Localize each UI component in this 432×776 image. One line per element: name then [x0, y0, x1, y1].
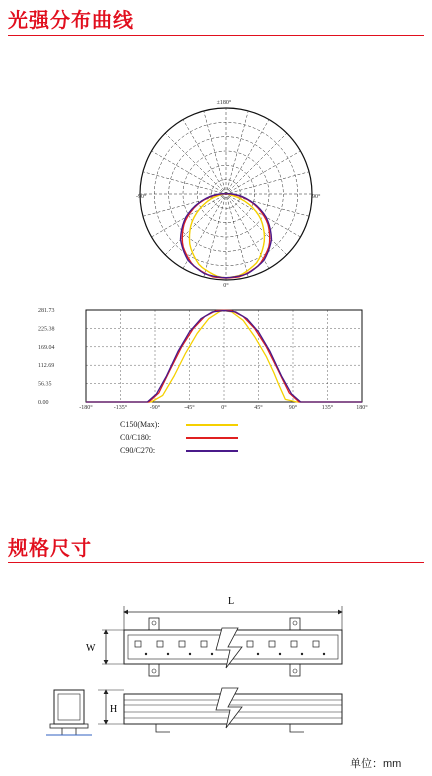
- title-underline: [8, 35, 424, 36]
- x-tick-label: 135°: [321, 405, 334, 411]
- led-dot: [301, 653, 303, 655]
- dimension-svg: [38, 590, 358, 740]
- x-tick-label: -135°: [113, 405, 128, 411]
- y-tick-label: 112.69: [38, 363, 55, 370]
- width-label: W: [86, 643, 96, 654]
- legend-item-c0: [120, 431, 238, 444]
- intensity-graph: [28, 304, 380, 416]
- legend-label: C150(Max):: [120, 420, 160, 429]
- title-underline: [8, 562, 424, 563]
- polar-bottom-label: 0°: [223, 283, 229, 289]
- led-dot: [145, 653, 147, 655]
- polar-diagram: [136, 96, 328, 292]
- polar-curve-0: [189, 194, 264, 278]
- graph-grid: [86, 310, 362, 402]
- y-tick-label: 56.35: [38, 381, 52, 388]
- led-dot: [211, 653, 213, 655]
- y-tick-label: 225.38: [38, 326, 55, 333]
- end-profile-view: [46, 690, 92, 735]
- polar-left-label: -90°: [136, 194, 147, 200]
- graph-series-2: [86, 311, 362, 402]
- legend-swatch-purple: [186, 450, 238, 452]
- x-tick-label: -180°: [79, 405, 93, 411]
- legend-label: C0/C180:: [120, 433, 152, 442]
- legend-item-c90: [120, 444, 238, 457]
- polar-right-label: 90°: [312, 194, 321, 200]
- legend: [120, 418, 238, 457]
- section-title-dimensions: 规格尺寸: [8, 538, 92, 560]
- height-label: H: [110, 704, 118, 715]
- graph-series-1: [86, 310, 362, 402]
- y-tick-label: 0.00: [38, 400, 49, 406]
- led-dot: [323, 653, 325, 655]
- graph-series-0: [86, 311, 362, 402]
- x-tick-label: -90°: [149, 405, 161, 411]
- x-tick-label: 180°: [356, 405, 368, 411]
- polar-svg: [136, 96, 328, 292]
- legend-label: C90/C270:: [120, 446, 156, 455]
- legend-item-c150: [120, 418, 238, 431]
- led-dot: [167, 653, 169, 655]
- graph-svg: [28, 304, 380, 416]
- x-tick-label: 90°: [288, 405, 298, 411]
- top-view-fixture: [124, 618, 342, 676]
- dimension-drawing: [38, 590, 358, 740]
- x-tick-label: -45°: [184, 405, 195, 411]
- legend-swatch-red: [186, 437, 238, 439]
- legend-swatch-yellow: [186, 424, 238, 426]
- x-tick-label: 0°: [221, 405, 227, 411]
- y-tick-label: 281.73: [38, 308, 55, 314]
- led-dot: [189, 653, 191, 655]
- section-title-light-distribution: 光强分布曲线: [8, 10, 134, 32]
- polar-top-label: ±180°: [216, 100, 232, 106]
- length-label: L: [228, 596, 235, 607]
- unit-label: 单位：mm: [350, 758, 402, 770]
- x-tick-label: 45°: [254, 405, 263, 411]
- y-tick-label: 169.04: [38, 344, 55, 351]
- led-dot: [257, 653, 259, 655]
- side-view-fixture: [124, 688, 342, 732]
- led-dot: [279, 653, 281, 655]
